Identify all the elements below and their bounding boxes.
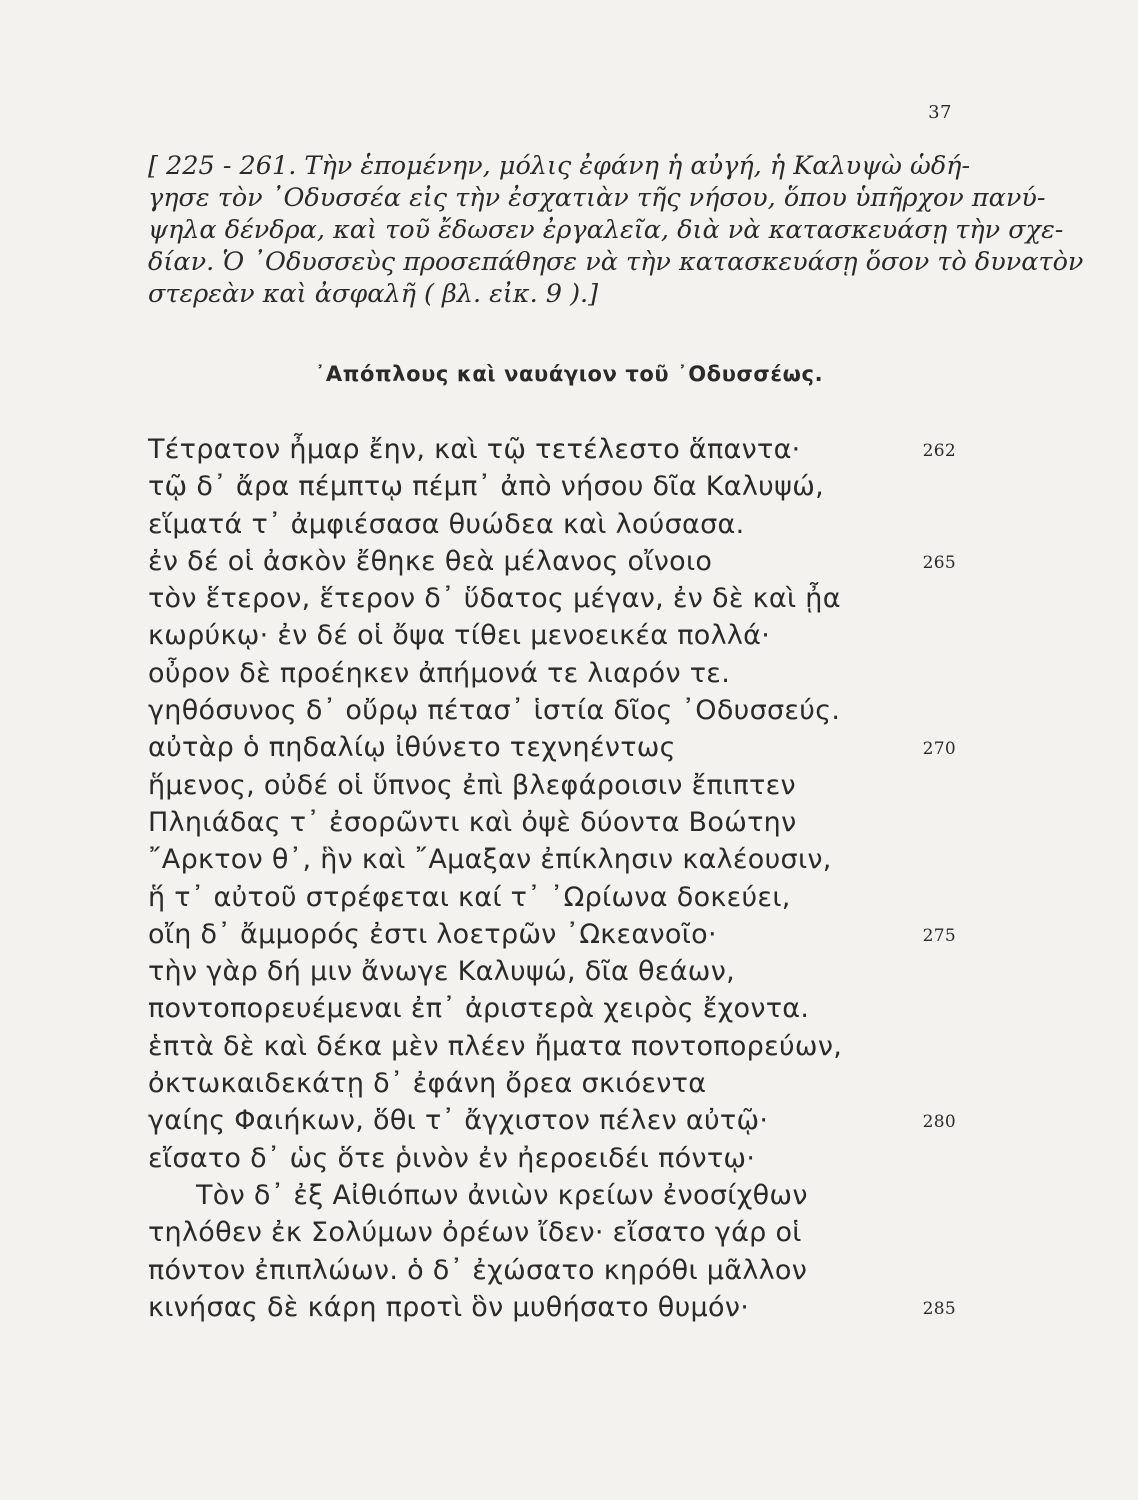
verse-text: τῷ δ᾿ ἄρα πέμπτῳ πέμπ᾿ ἀπὸ νήσου δῖα Καλυψώ, [148,471,824,503]
verse-line [148,1289,968,1326]
section-heading: ᾿Απόπλους καὶ ναυάγιον τοῦ ᾿Οδυσσέως. [314,362,824,386]
summary-line: γησε τὸν ᾿Οδυσσέα εἰς τὴν ἐσχατιὰν τῆς νήσου, ὅπου ὑπῆρχον πανύ- [148,183,1046,213]
verse-line [148,1177,968,1214]
verse-line [148,468,968,505]
verse-line [148,1028,968,1065]
verse-text: ὀκτωκαιδεκάτῃ δ᾿ ἐφάνη ὄρεα σκιόεντα [148,1068,707,1100]
verse-line [148,1065,968,1102]
verse-text: ἐν δέ οἱ ἀσκὸν ἔθηκε θεὰ μέλανος οἴνοιο [148,545,713,577]
verse-line [148,543,968,580]
verse-line [148,767,968,804]
verse-line [148,506,968,543]
verse-text: κινήσας δὲ κάρη προτὶ ὃν μυθήσατο θυμόν· [148,1291,750,1323]
verse-line [148,617,968,654]
verse-line [148,916,968,953]
verse-line [148,1214,968,1251]
verse-text: τηλόθεν ἐκ Σολύμων ὀρέων ἴδεν· εἴσατο γάρ οἱ [148,1217,802,1249]
verse-text: τὴν γὰρ δή μιν ἄνωγε Καλυψώ, δῖα θεάων, [148,956,735,988]
verse-text: ἥ τ᾿ αὐτοῦ στρέφεται καί τ᾿ ᾿Ωρίωνα δοκεύει, [148,881,791,913]
summary-line: στερεὰν καὶ ἀσφαλῆ ( βλ. εἰκ. 9 ).] [148,279,599,309]
verse-text: εἴσατο δ᾿ ὡς ὅτε ῥινὸν ἐν ἠεροειδέι πόντῳ· [148,1142,756,1174]
verse-line [148,655,968,692]
verse-text: τὸν ἕτερον, ἕτερον δ᾿ ὕδατος μέγαν, ἐν δὲ καὶ ᾖα [148,583,841,615]
verse-line [148,804,968,841]
verse-text: ἥμενος, οὐδέ οἱ ὕπνος ἐπὶ βλεφάροισιν ἔπιπτεν [148,769,796,801]
verse-text: ποντοπορευέμεναι ἐπ᾿ ἀριστερὰ χειρὸς ἔχοντα. [148,993,810,1025]
verse-line-number: 285 [922,1298,956,1319]
verse-line [148,1102,968,1139]
verse-text: Τὸν δ᾿ ἐξ Αἰθιόπων ἀνιὼν κρείων ἐνοσίχθων [196,1179,808,1211]
verse-line-number: 280 [922,1112,956,1133]
verse-line-number: 265 [922,552,956,573]
verse-line [148,953,968,990]
summary-line: [ 225 - 261. Τὴν ἑπομένην, μόλις ἐφάνη ἡ αὐγή, ἡ Καλυψὼ ὡδή- [148,151,971,181]
prose-summary [148,150,1084,310]
verse-line [148,879,968,916]
verse-text: οὖρον δὲ προέηκεν ἀπήμονά τε λιαρόν τε. [148,657,731,689]
verse-text: Πληιάδας τ᾿ ἐσορῶντι καὶ ὀψὲ δύοντα Βοώτην [148,806,797,838]
verse-text: Τέτρατον ἦμαρ ἔην, καὶ τῷ τετέλεστο ἅπαντα· [148,434,801,465]
verse-line [148,729,968,766]
verse-text: ῎Αρκτον θ᾿, ἣν καὶ ῎Αμαξαν ἐπίκλησιν καλέουσιν, [148,844,832,876]
page-number: 37 [928,102,952,123]
verse-line-number: 275 [922,925,956,946]
verse-text: οἴη δ᾿ ἄμμορός ἐστι λοετρῶν ᾿Ωκεανοῖο· [148,918,717,950]
verse-line [148,990,968,1027]
verse-text: γηθόσυνος δ᾿ οὔρῳ πέτασ᾿ ἱστία δῖος ᾿Οδυσσεύς. [148,695,841,727]
verse-line [148,580,968,617]
verse-block [148,431,968,1326]
verse-line [148,841,968,878]
verse-line-number: 262 [922,441,956,461]
verse-text: ἑπτὰ δὲ καὶ δέκα μὲν πλέεν ἤματα ποντοπορεύων, [148,1030,843,1062]
verse-text: εἵματά τ᾿ ἀμφιέσασα θυώδεα καὶ λούσασα. [148,508,745,540]
verse-text: γαίης Φαιήκων, ὅθι τ᾿ ἄγχιστον πέλεν αὐτῷ· [148,1105,769,1137]
verse-line [148,431,968,468]
verse-text: κωρύκῳ· ἐν δέ οἱ ὄψα τίθει μενοεικέα πολλά· [148,620,771,652]
verse-text: πόντον ἐπιπλώων. ὁ δ᾿ ἐχώσατο κηρόθι μᾶλλον [148,1254,808,1286]
verse-line-number: 270 [922,739,956,760]
verse-line [148,1140,968,1177]
verse-text: αὐτὰρ ὁ πηδαλίῳ ἰθύνετο τεχνηέντως [148,732,676,764]
summary-line: δίαν. Ὁ ᾿Οδυσσεὺς προσεπάθησε νὰ τὴν κατασκευάσῃ ὅσον τὸ δυνατὸν [148,247,1084,277]
verse-line [148,692,968,729]
verse-line [148,1252,968,1289]
summary-line: ψηλα δένδρα, καὶ τοῦ ἔδωσεν ἐργαλεῖα, διὰ νὰ κατασκευάσῃ τὴν σχε- [148,215,1064,245]
